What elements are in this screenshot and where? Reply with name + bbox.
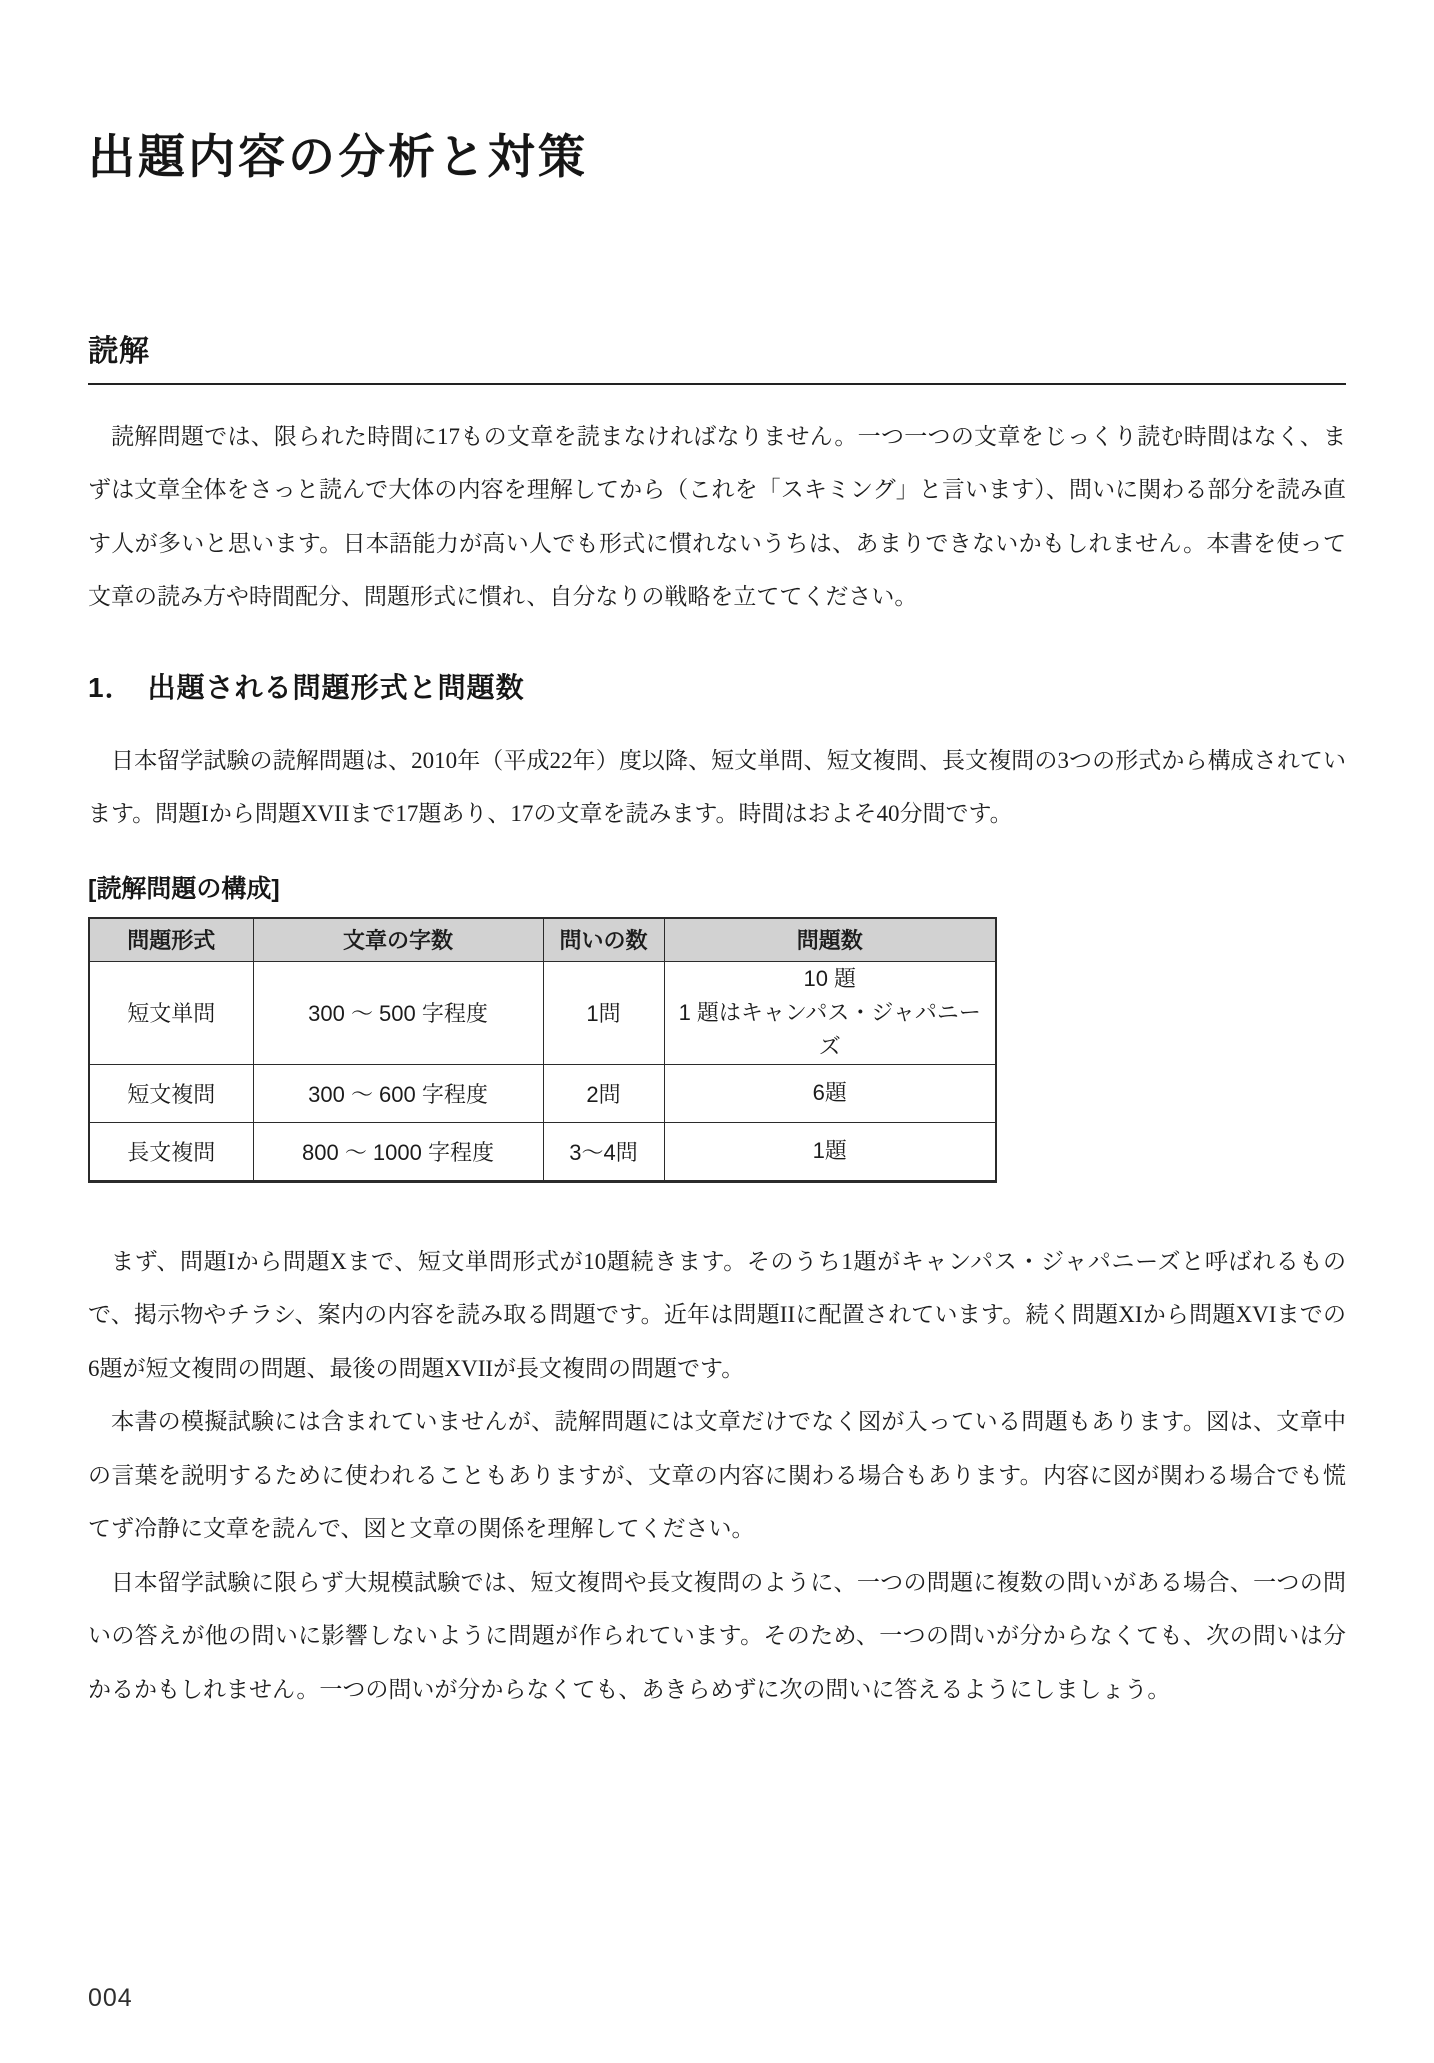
cell-questions: 1問 (543, 961, 664, 1064)
subsection-title: 出題される問題形式と問題数 (147, 671, 525, 703)
format-intro-block (88, 734, 1346, 841)
subsection-number: 1． (88, 671, 134, 703)
header-cell-questions: 問いの数 (543, 918, 664, 962)
reading-structure-table (88, 917, 997, 1183)
cell-questions: 3〜4問 (543, 1122, 664, 1181)
cell-questions: 2問 (543, 1064, 664, 1122)
table-row-tanbun-tanmon (89, 961, 996, 1064)
header-cell-count: 問題数 (664, 918, 996, 962)
body-text-block (88, 1235, 1346, 1717)
count-line-1: 1題 (812, 1138, 847, 1164)
cell-chars: 300 〜 500 字程度 (253, 961, 543, 1064)
reading-intro-block (88, 410, 1346, 624)
cell-chars: 300 〜 600 字程度 (253, 1064, 543, 1122)
cell-count (664, 1122, 996, 1181)
page-title: 出題内容の分析と対策 (88, 130, 588, 184)
subsection-heading-formats (88, 666, 1346, 706)
cell-count (664, 961, 996, 1064)
cell-chars: 800 〜 1000 字程度 (253, 1122, 543, 1181)
header-cell-chars: 文章の字数 (253, 918, 543, 962)
paragraph-format-intro: 日本留学試験の読解問題は、2010年（平成22年）度以降、短文単問、短文複問、長文複問の3つの形式から構成されています。問題Iから問題XVIIまで17題あり、17の文章を読みます。時間はおよそ40分間です。 (88, 747, 1347, 827)
table-caption: [読解問題の構成] (88, 874, 280, 903)
paragraph-figures: 本書の模擬試験には含まれていませんが、読解問題には文章だけでなく図が入っている問題もあります。図は、文章中の言葉を説明するために使われることもありますが、文章の内容に関わる場合もあります。内容に図が関わる場合でも慌てず冷静に文章を読んで、図と文章の関係を理解してください。 (88, 1409, 1346, 1542)
section-heading-reading: 読解 (88, 326, 1346, 385)
table-row-tanbun-fukumon (89, 1064, 996, 1122)
cell-format: 短文複問 (89, 1064, 253, 1122)
cell-format: 長文複問 (89, 1122, 253, 1181)
table-header-row (89, 918, 996, 962)
count-line-2: 1 題はキャンパス・ジャパニーズ (678, 999, 981, 1059)
paragraph-reading-intro: 読解問題では、限られた時間に17もの文章を読まなければなりません。一つ一つの文章をじっくり読む時間はなく、まずは文章全体をさっと読んで大体の内容を理解してから（これを「スキミング」と言います）、問いに関わる部分を読み直す人が多いと思います。日本語能力が高い人でも形式に慣れないうちは、あまりできないかもしれません。本書を使って文章の読み方や時間配分、問題形式に慣れ、自分なりの戦略を立ててください。 (88, 423, 1346, 610)
paragraph-strategy: 日本留学試験に限らず大規模試験では、短文複問や長文複問のように、一つの問題に複数の問いがある場合、一つの問いの答えが他の問いに影響しないように問題が作られています。そのため、一つの問いが分からなくても、次の問いは分かるかもしれません。一つの問いが分からなくても、あきらめずに次の問いに答えるようにしましょう。 (88, 1569, 1346, 1702)
count-line-1: 10 題 (803, 965, 857, 991)
header-cell-format: 問題形式 (89, 918, 253, 962)
cell-format: 短文単問 (89, 961, 253, 1064)
count-line-1: 6題 (812, 1080, 847, 1106)
table-row-chobun-fukumon (89, 1122, 996, 1181)
cell-count (664, 1064, 996, 1122)
page-content (0, 31, 1434, 1716)
page-number: 004 (88, 1984, 133, 2013)
paragraph-question-order: まず、問題Iから問題Xまで、短文単問形式が10題続きます。そのうち1題がキャンパス・ジャパニーズと呼ばれるもので、掲示物やチラシ、案内の内容を読み取る問題です。近年は問題IIに配置されています。続く問題XIから問題XVIまでの6題が短文複問の問題、最後の問題XVIIが長文複問の問題です。 (88, 1248, 1346, 1381)
